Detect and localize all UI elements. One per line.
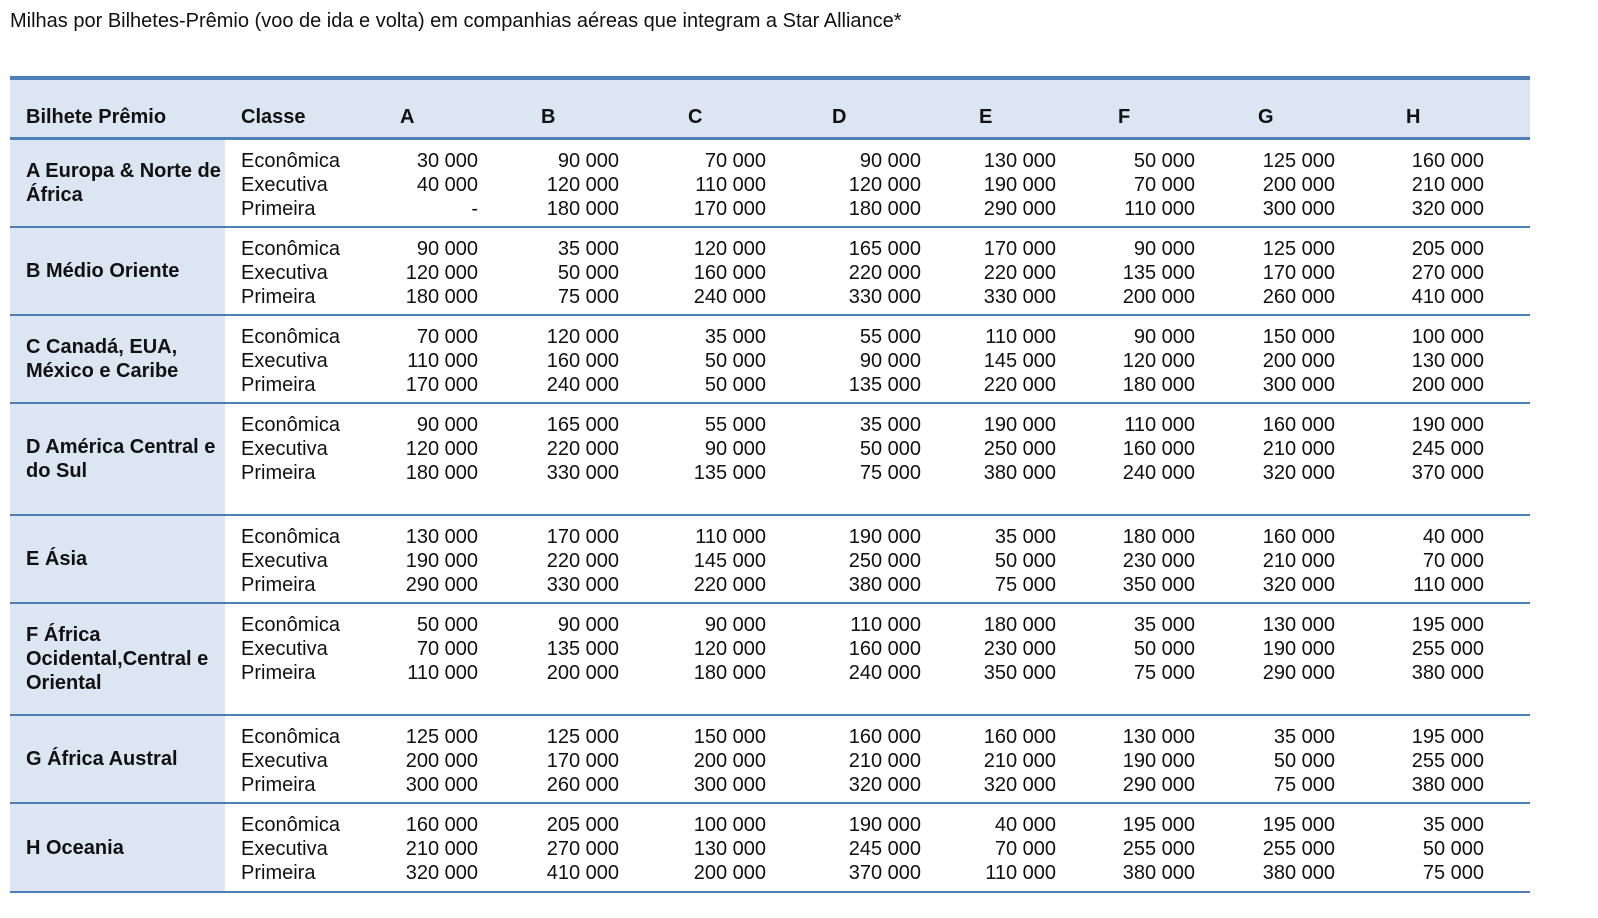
miles-value: 75 000 xyxy=(1422,862,1484,884)
miles-value: 250 000 xyxy=(983,438,1056,460)
miles-value: 200 000 xyxy=(546,662,619,684)
miles-value: 120 000 xyxy=(405,438,478,460)
miles-value: 35 000 xyxy=(1133,614,1195,636)
miles-value: 125 000 xyxy=(1262,150,1335,172)
miles-value: 110 000 xyxy=(695,174,766,196)
region-name: C Canadá, EUA, México e Caribe xyxy=(26,336,179,382)
miles-value: 135 000 xyxy=(1122,262,1195,284)
miles-value: 125 000 xyxy=(546,726,619,748)
miles-value: 200 000 xyxy=(1122,286,1195,308)
miles-value: 35 000 xyxy=(557,238,619,260)
region-cell xyxy=(10,516,225,602)
class-name: Executiva xyxy=(241,350,328,372)
miles-value: 110 000 xyxy=(1124,414,1195,436)
miles-value: 120 000 xyxy=(546,174,619,196)
miles-value: 255 000 xyxy=(1262,838,1335,860)
miles-value: 110 000 xyxy=(695,526,766,548)
miles-value: 90 000 xyxy=(1133,326,1195,348)
miles-value: 35 000 xyxy=(994,526,1056,548)
miles-value: 290 000 xyxy=(983,198,1056,220)
miles-value: 110 000 xyxy=(407,350,478,372)
miles-value: 220 000 xyxy=(546,550,619,572)
region-cell xyxy=(10,228,225,314)
miles-value: 320 000 xyxy=(405,862,478,884)
header-zone-e: E xyxy=(979,106,993,128)
header-zone-g: G xyxy=(1258,106,1274,128)
page-title: Milhas por Bilhetes-Prêmio (voo de ida e volta) em companhias aéreas que integram a Star Alliance* xyxy=(10,10,902,32)
miles-value: 90 000 xyxy=(704,438,766,460)
miles-value: 190 000 xyxy=(848,814,921,836)
class-name: Executiva xyxy=(241,174,328,196)
miles-value: 90 000 xyxy=(416,238,478,260)
table-row xyxy=(10,140,1530,228)
miles-value: 210 000 xyxy=(1262,438,1335,460)
miles-value: 190 000 xyxy=(1122,750,1195,772)
miles-value: 90 000 xyxy=(859,150,921,172)
miles-value: 195 000 xyxy=(1262,814,1335,836)
table-header xyxy=(10,80,1530,140)
miles-value: 200 000 xyxy=(1262,174,1335,196)
miles-value: 220 000 xyxy=(546,438,619,460)
miles-value: 320 000 xyxy=(848,774,921,796)
miles-value: 190 000 xyxy=(983,174,1056,196)
miles-value: 330 000 xyxy=(848,286,921,308)
miles-value: 210 000 xyxy=(405,838,478,860)
header-zone-a: A xyxy=(400,106,415,128)
miles-value: 240 000 xyxy=(693,286,766,308)
miles-value: 230 000 xyxy=(983,638,1056,660)
miles-value: 40 000 xyxy=(1422,526,1484,548)
miles-value: 40 000 xyxy=(994,814,1056,836)
class-name: Executiva xyxy=(241,750,328,772)
miles-value: 210 000 xyxy=(1262,550,1335,572)
region-cell xyxy=(10,716,225,802)
class-name: Primeira xyxy=(241,462,316,484)
miles-value: 75 000 xyxy=(557,286,619,308)
miles-value: 110 000 xyxy=(1413,574,1484,596)
miles-value: 50 000 xyxy=(1133,638,1195,660)
miles-value: 240 000 xyxy=(1122,462,1195,484)
miles-value: 70 000 xyxy=(416,326,478,348)
miles-value: 260 000 xyxy=(1262,286,1335,308)
miles-value: 330 000 xyxy=(546,462,619,484)
class-name: Econômica xyxy=(241,326,340,348)
miles-value: 70 000 xyxy=(994,838,1056,860)
miles-value: 220 000 xyxy=(848,262,921,284)
region-cell xyxy=(10,140,225,226)
miles-value: 135 000 xyxy=(848,374,921,396)
miles-value: 145 000 xyxy=(693,550,766,572)
miles-value: 110 000 xyxy=(407,662,478,684)
miles-value: 40 000 xyxy=(416,174,478,196)
miles-value: 170 000 xyxy=(405,374,478,396)
award-miles-table xyxy=(10,76,1530,893)
miles-value: 410 000 xyxy=(1411,286,1484,308)
header-zone-f: F xyxy=(1118,106,1131,128)
miles-value: 70 000 xyxy=(416,638,478,660)
miles-value: 90 000 xyxy=(557,150,619,172)
miles-value: 55 000 xyxy=(859,326,921,348)
miles-value: 195 000 xyxy=(1411,726,1484,748)
miles-value: 380 000 xyxy=(1411,774,1484,796)
miles-value: 180 000 xyxy=(405,286,478,308)
class-name: Econômica xyxy=(241,614,340,636)
header-region: Bilhete Prêmio xyxy=(26,106,167,128)
miles-value: 120 000 xyxy=(1122,350,1195,372)
miles-value: 130 000 xyxy=(405,526,478,548)
miles-value: 130 000 xyxy=(1411,350,1484,372)
miles-value: 290 000 xyxy=(1122,774,1195,796)
miles-value: 200 000 xyxy=(693,750,766,772)
class-name: Econômica xyxy=(241,238,340,260)
header-zone-d: D xyxy=(832,106,847,128)
miles-value: 135 000 xyxy=(693,462,766,484)
miles-value: 55 000 xyxy=(704,414,766,436)
miles-value: 380 000 xyxy=(1262,862,1335,884)
miles-value: 250 000 xyxy=(848,550,921,572)
miles-value: 120 000 xyxy=(546,326,619,348)
class-name: Primeira xyxy=(241,662,316,684)
class-name: Econômica xyxy=(241,726,340,748)
miles-value: 90 000 xyxy=(859,350,921,372)
class-name: Econômica xyxy=(241,814,340,836)
miles-value: 300 000 xyxy=(405,774,478,796)
header-class: Classe xyxy=(241,106,306,128)
region-name: A Europa & Norte de África xyxy=(26,160,221,206)
miles-value: 75 000 xyxy=(1273,774,1335,796)
miles-value: 220 000 xyxy=(983,374,1056,396)
miles-value: 320 000 xyxy=(1262,462,1335,484)
region-cell xyxy=(10,804,225,891)
miles-value: 205 000 xyxy=(1411,238,1484,260)
miles-value: 160 000 xyxy=(848,638,921,660)
miles-value: 190 000 xyxy=(983,414,1056,436)
class-name: Primeira xyxy=(241,374,316,396)
miles-value: 160 000 xyxy=(983,726,1056,748)
miles-value: 90 000 xyxy=(557,614,619,636)
miles-value: 370 000 xyxy=(848,862,921,884)
miles-value: 145 000 xyxy=(983,350,1056,372)
miles-value: 200 000 xyxy=(693,862,766,884)
miles-value: 130 000 xyxy=(983,150,1056,172)
miles-value: 100 000 xyxy=(1411,326,1484,348)
region-cell xyxy=(10,316,225,402)
miles-value: 370 000 xyxy=(1411,462,1484,484)
miles-value: 160 000 xyxy=(405,814,478,836)
miles-value: 180 000 xyxy=(1122,526,1195,548)
region-cell xyxy=(10,404,225,514)
table-row xyxy=(10,404,1530,516)
miles-value: 120 000 xyxy=(848,174,921,196)
class-name: Primeira xyxy=(241,198,316,220)
miles-value: 200 000 xyxy=(1262,350,1335,372)
miles-value: 35 000 xyxy=(1273,726,1335,748)
miles-value: 110 000 xyxy=(985,862,1056,884)
miles-value: 35 000 xyxy=(704,326,766,348)
miles-value: 190 000 xyxy=(1411,414,1484,436)
class-name: Primeira xyxy=(241,286,316,308)
class-name: Primeira xyxy=(241,574,316,596)
miles-value: 410 000 xyxy=(546,862,619,884)
miles-value: 255 000 xyxy=(1411,638,1484,660)
miles-value: 330 000 xyxy=(546,574,619,596)
miles-value: 170 000 xyxy=(1262,262,1335,284)
miles-value: 110 000 xyxy=(985,326,1056,348)
miles-value: 160 000 xyxy=(693,262,766,284)
miles-value: 195 000 xyxy=(1122,814,1195,836)
miles-value: 195 000 xyxy=(1411,614,1484,636)
miles-value: 380 000 xyxy=(848,574,921,596)
miles-value: 220 000 xyxy=(983,262,1056,284)
miles-value: 120 000 xyxy=(693,638,766,660)
miles-value: 50 000 xyxy=(704,374,766,396)
miles-value: 50 000 xyxy=(704,350,766,372)
class-name: Executiva xyxy=(241,550,328,572)
miles-value: 190 000 xyxy=(1262,638,1335,660)
miles-value: - xyxy=(471,198,478,220)
miles-value: 180 000 xyxy=(405,462,478,484)
miles-value: 70 000 xyxy=(1422,550,1484,572)
miles-value: 190 000 xyxy=(405,550,478,572)
miles-value: 160 000 xyxy=(1262,526,1335,548)
miles-value: 150 000 xyxy=(1262,326,1335,348)
miles-value: 380 000 xyxy=(1411,662,1484,684)
table-row xyxy=(10,516,1530,604)
table-row xyxy=(10,716,1530,804)
miles-value: 35 000 xyxy=(859,414,921,436)
miles-value: 320 000 xyxy=(983,774,1056,796)
table-row xyxy=(10,604,1530,716)
miles-value: 180 000 xyxy=(983,614,1056,636)
table-body xyxy=(10,140,1530,893)
miles-value: 170 000 xyxy=(983,238,1056,260)
header-zone-b: B xyxy=(541,106,556,128)
miles-value: 35 000 xyxy=(1422,814,1484,836)
class-name: Executiva xyxy=(241,638,328,660)
miles-value: 290 000 xyxy=(1262,662,1335,684)
miles-value: 220 000 xyxy=(693,574,766,596)
miles-value: 180 000 xyxy=(848,198,921,220)
region-cell xyxy=(10,604,225,714)
miles-value: 90 000 xyxy=(704,614,766,636)
region-name: H Oceania xyxy=(26,836,124,859)
miles-value: 120 000 xyxy=(693,238,766,260)
table-row xyxy=(10,228,1530,316)
miles-value: 110 000 xyxy=(850,614,921,636)
miles-value: 380 000 xyxy=(983,462,1056,484)
miles-value: 300 000 xyxy=(693,774,766,796)
region-name: B Médio Oriente xyxy=(26,260,180,282)
miles-value: 90 000 xyxy=(1133,238,1195,260)
miles-value: 180 000 xyxy=(1122,374,1195,396)
miles-value: 180 000 xyxy=(693,662,766,684)
region-name: D América Central e do Sul xyxy=(26,436,216,482)
miles-value: 210 000 xyxy=(1411,174,1484,196)
miles-value: 135 000 xyxy=(546,638,619,660)
miles-value: 245 000 xyxy=(1411,438,1484,460)
miles-value: 160 000 xyxy=(848,726,921,748)
miles-value: 130 000 xyxy=(693,838,766,860)
miles-value: 130 000 xyxy=(1122,726,1195,748)
region-name: E Ásia xyxy=(26,548,88,570)
class-name: Econômica xyxy=(241,526,340,548)
miles-value: 165 000 xyxy=(848,238,921,260)
miles-value: 205 000 xyxy=(546,814,619,836)
miles-value: 160 000 xyxy=(1411,150,1484,172)
table-row xyxy=(10,316,1530,404)
class-name: Executiva xyxy=(241,438,328,460)
region-name: G África Austral xyxy=(26,748,178,770)
miles-value: 240 000 xyxy=(848,662,921,684)
miles-value: 180 000 xyxy=(546,198,619,220)
class-name: Primeira xyxy=(241,774,316,796)
class-name: Econômica xyxy=(241,414,340,436)
miles-value: 50 000 xyxy=(994,550,1056,572)
miles-value: 300 000 xyxy=(1262,374,1335,396)
miles-value: 50 000 xyxy=(557,262,619,284)
miles-value: 230 000 xyxy=(1122,550,1195,572)
miles-value: 320 000 xyxy=(1262,574,1335,596)
miles-value: 270 000 xyxy=(546,838,619,860)
miles-value: 75 000 xyxy=(1133,662,1195,684)
miles-value: 120 000 xyxy=(405,262,478,284)
class-name: Executiva xyxy=(241,838,328,860)
miles-value: 200 000 xyxy=(405,750,478,772)
miles-value: 320 000 xyxy=(1411,198,1484,220)
miles-value: 75 000 xyxy=(859,462,921,484)
miles-value: 160 000 xyxy=(1122,438,1195,460)
class-name: Executiva xyxy=(241,262,328,284)
miles-value: 240 000 xyxy=(546,374,619,396)
miles-value: 50 000 xyxy=(859,438,921,460)
miles-value: 110 000 xyxy=(1124,198,1195,220)
miles-value: 330 000 xyxy=(983,286,1056,308)
miles-value: 160 000 xyxy=(1262,414,1335,436)
miles-value: 130 000 xyxy=(1262,614,1335,636)
miles-value: 70 000 xyxy=(1133,174,1195,196)
miles-value: 350 000 xyxy=(1122,574,1195,596)
miles-value: 255 000 xyxy=(1122,838,1195,860)
miles-value: 50 000 xyxy=(416,614,478,636)
miles-value: 170 000 xyxy=(546,526,619,548)
miles-value: 125 000 xyxy=(1262,238,1335,260)
miles-value: 210 000 xyxy=(848,750,921,772)
miles-value: 190 000 xyxy=(848,526,921,548)
miles-value: 30 000 xyxy=(416,150,478,172)
miles-value: 125 000 xyxy=(405,726,478,748)
miles-value: 165 000 xyxy=(546,414,619,436)
miles-value: 160 000 xyxy=(546,350,619,372)
miles-value: 200 000 xyxy=(1411,374,1484,396)
table-row xyxy=(10,804,1530,893)
miles-value: 75 000 xyxy=(994,574,1056,596)
miles-value: 245 000 xyxy=(848,838,921,860)
region-name: F África Ocidental,Central e Oriental xyxy=(26,624,209,694)
miles-value: 50 000 xyxy=(1133,150,1195,172)
class-name: Primeira xyxy=(241,862,316,884)
miles-value: 350 000 xyxy=(983,662,1056,684)
miles-value: 50 000 xyxy=(1422,838,1484,860)
miles-value: 70 000 xyxy=(704,150,766,172)
header-zone-c: C xyxy=(688,106,703,128)
miles-value: 150 000 xyxy=(693,726,766,748)
miles-value: 380 000 xyxy=(1122,862,1195,884)
miles-value: 170 000 xyxy=(693,198,766,220)
miles-value: 260 000 xyxy=(546,774,619,796)
miles-value: 210 000 xyxy=(983,750,1056,772)
header-zone-h: H xyxy=(1406,106,1421,128)
miles-value: 290 000 xyxy=(405,574,478,596)
miles-value: 255 000 xyxy=(1411,750,1484,772)
miles-value: 90 000 xyxy=(416,414,478,436)
class-name: Econômica xyxy=(241,150,340,172)
miles-value: 270 000 xyxy=(1411,262,1484,284)
miles-value: 50 000 xyxy=(1273,750,1335,772)
miles-value: 100 000 xyxy=(693,814,766,836)
miles-value: 170 000 xyxy=(546,750,619,772)
miles-value: 300 000 xyxy=(1262,198,1335,220)
